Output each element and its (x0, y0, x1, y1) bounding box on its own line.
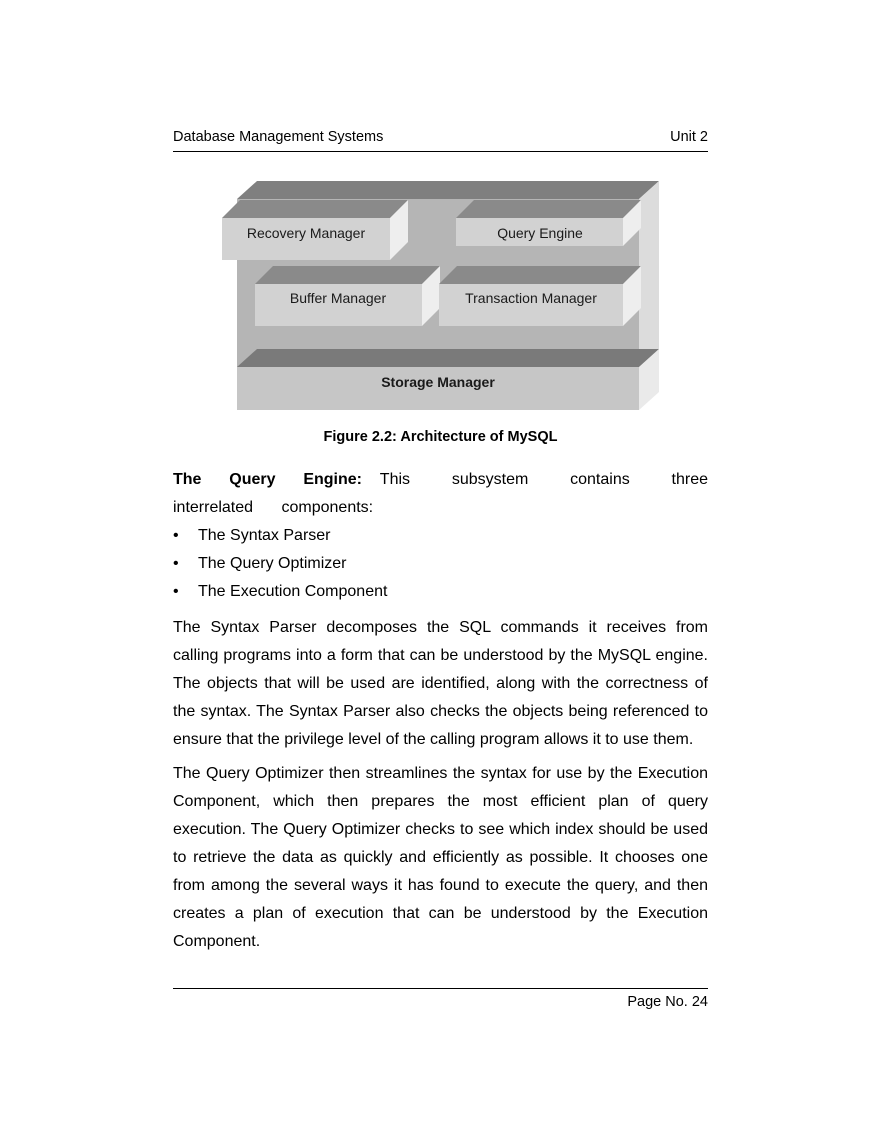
intro-rest: This subsystem contains three interrelated components: (173, 471, 708, 516)
buffer-manager-box (255, 266, 440, 326)
storage-manager-label: Storage Manager (381, 374, 495, 390)
storage-manager-box (237, 349, 659, 410)
page-header (173, 129, 708, 152)
list-item: • The Syntax Parser (173, 522, 708, 550)
intro-lead: The Query Engine: (173, 471, 362, 488)
transaction-manager-label: Transaction Manager (465, 290, 597, 306)
page-number: Page No. 24 (627, 994, 708, 1010)
query-engine-intro (173, 466, 708, 522)
component-list (173, 522, 708, 606)
bullet-icon: • (173, 583, 179, 600)
mysql-architecture-figure (220, 178, 665, 414)
figure-caption: Figure 2.2: Architecture of MySQL (323, 429, 558, 445)
list-item: • The Query Optimizer (173, 550, 708, 578)
query-engine-label: Query Engine (497, 225, 583, 241)
recovery-manager-label: Recovery Manager (246, 225, 366, 241)
recovery-manager-box (222, 200, 408, 260)
architecture-diagram (220, 178, 665, 414)
paragraph-query-optimizer: The Query Optimizer then streamlines the syntax for use by the Execution Component, which then prepares the most efficient plan of query execution. The Query Optimizer checks to see which index should be used to retrieve the data as quickly and efficiently as possible. It chooses one from among the several ways it has found to execute the query, and then creates a plan of execution that can be understood by the Execution Component. (173, 765, 708, 950)
footer-divider (173, 988, 708, 989)
query-engine-box (456, 200, 641, 246)
transaction-manager-box (439, 266, 641, 326)
header-unit: Unit 2 (670, 129, 708, 145)
bullet-icon: • (173, 555, 179, 572)
header-title: Database Management Systems (173, 129, 384, 145)
buffer-manager-label: Buffer Manager (289, 290, 387, 306)
paragraph-syntax-parser: The Syntax Parser decomposes the SQL commands it receives from calling programs into a form that can be understood by the MySQL engine. The objects that will be used are identified, along with the correctness of the syntax. The Syntax Parser also checks the objects being referenced to ensure that the privilege level of the calling program allows it to use them. (173, 619, 708, 748)
bullet-icon: • (173, 527, 179, 544)
list-item: • The Execution Component (173, 578, 708, 606)
